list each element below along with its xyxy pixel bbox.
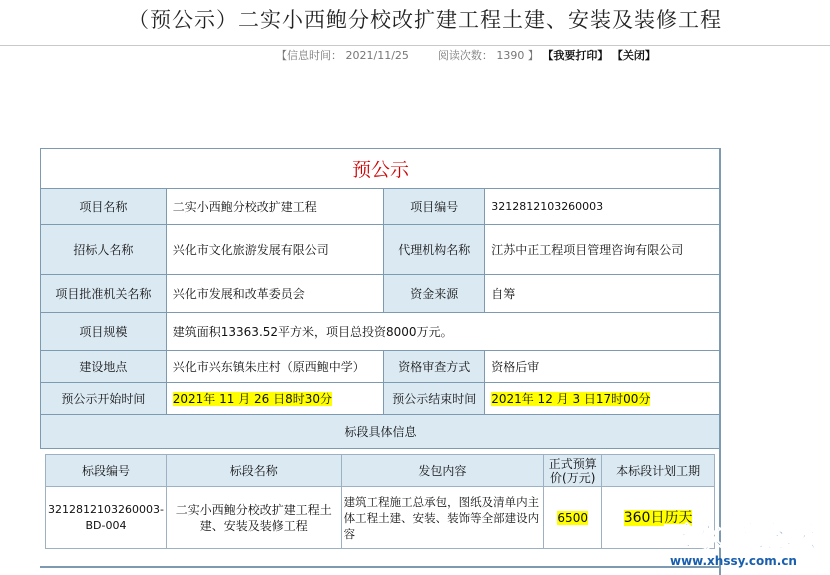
start-time-cell (166, 383, 384, 415)
lot-header-duration: 本标段计划工期 (602, 455, 715, 487)
lot-table (45, 454, 715, 549)
project-name-value: 二实小西鲍分校改扩建工程 (166, 189, 384, 225)
tenderer-value: 兴化市文化旅游发展有限公司 (166, 225, 384, 275)
info-time-label: 【信息时间： (276, 49, 342, 62)
lot-budget: 6500 (557, 510, 588, 525)
approval-value: 兴化市发展和改革委员会 (166, 275, 384, 313)
project-name-label: 项目名称 (41, 189, 167, 225)
notice-table (40, 148, 721, 449)
agency-value: 江苏中正工程项目管理咨询有限公司 (485, 225, 721, 275)
location-label: 建设地点 (41, 351, 167, 383)
views-value: 1390 (496, 49, 525, 62)
location-value: 兴化市兴东镇朱庄村（原西鲍中学） (166, 351, 384, 383)
page-title: （预公示）二实小西鲍分校改扩建工程土建、安装及装修工程 (128, 8, 722, 32)
start-time-label: 预公示开始时间 (41, 383, 167, 415)
title-divider (0, 45, 830, 46)
end-time-label: 预公示结束时间 (384, 383, 485, 415)
funding-value: 自筹 (485, 275, 721, 313)
approval-label: 项目批准机关名称 (41, 275, 167, 313)
lot-name: 二实小西鲍分校改扩建工程土建、安装及装修工程 (166, 487, 341, 549)
review-label: 资格审查方式 (384, 351, 485, 383)
info-bar (276, 47, 656, 63)
lot-budget-cell (544, 487, 602, 549)
views-label: 阅读次数： (437, 49, 493, 62)
lot-header-content: 发包内容 (341, 455, 544, 487)
project-no-value: 3212812103260003 (485, 189, 721, 225)
lot-content: 建筑工程施工总承包，图纸及清单内主体工程土建、安装、装饰等全部建设内容 (341, 487, 544, 549)
review-value: 资格后审 (485, 351, 721, 383)
project-no-label: 项目编号 (384, 189, 485, 225)
lot-header-name: 标段名称 (166, 455, 341, 487)
lot-duration: 360日历天 (623, 509, 693, 526)
lot-header-budget: 正式预算价(万元) (544, 455, 602, 487)
start-time-value: 2021年 11 月 26 日8时30分 (172, 392, 333, 406)
info-time-value: 2021/11/25 (345, 49, 409, 62)
lot-section-heading: 标段具体信息 (41, 415, 721, 449)
info-bracket: 】 (527, 49, 539, 62)
end-time-cell (485, 383, 721, 415)
end-time-value: 2021年 12 月 3 日17时00分 (491, 392, 651, 406)
notice-heading: 预公示 (41, 149, 721, 189)
close-link[interactable]: 【关闭】 (611, 49, 656, 62)
watermark-url: www.xhssy.com.cn (670, 554, 797, 568)
scale-label: 项目规模 (41, 313, 167, 351)
site-watermark-logo (662, 510, 830, 575)
lot-header-no: 标段编号 (46, 455, 167, 487)
scale-value: 建筑面积13363.52平方米，项目总投资8000万元。 (166, 313, 720, 351)
tenderer-label: 招标人名称 (41, 225, 167, 275)
print-link[interactable]: 【我要打印】 (542, 49, 609, 62)
watermark-text: 三水园论坛 (662, 520, 817, 555)
table-frame-bottom (40, 566, 721, 568)
table-row (46, 487, 715, 549)
agency-label: 代理机构名称 (384, 225, 485, 275)
funding-label: 资金来源 (384, 275, 485, 313)
lot-no: 3212812103260003-BD-004 (46, 487, 167, 549)
